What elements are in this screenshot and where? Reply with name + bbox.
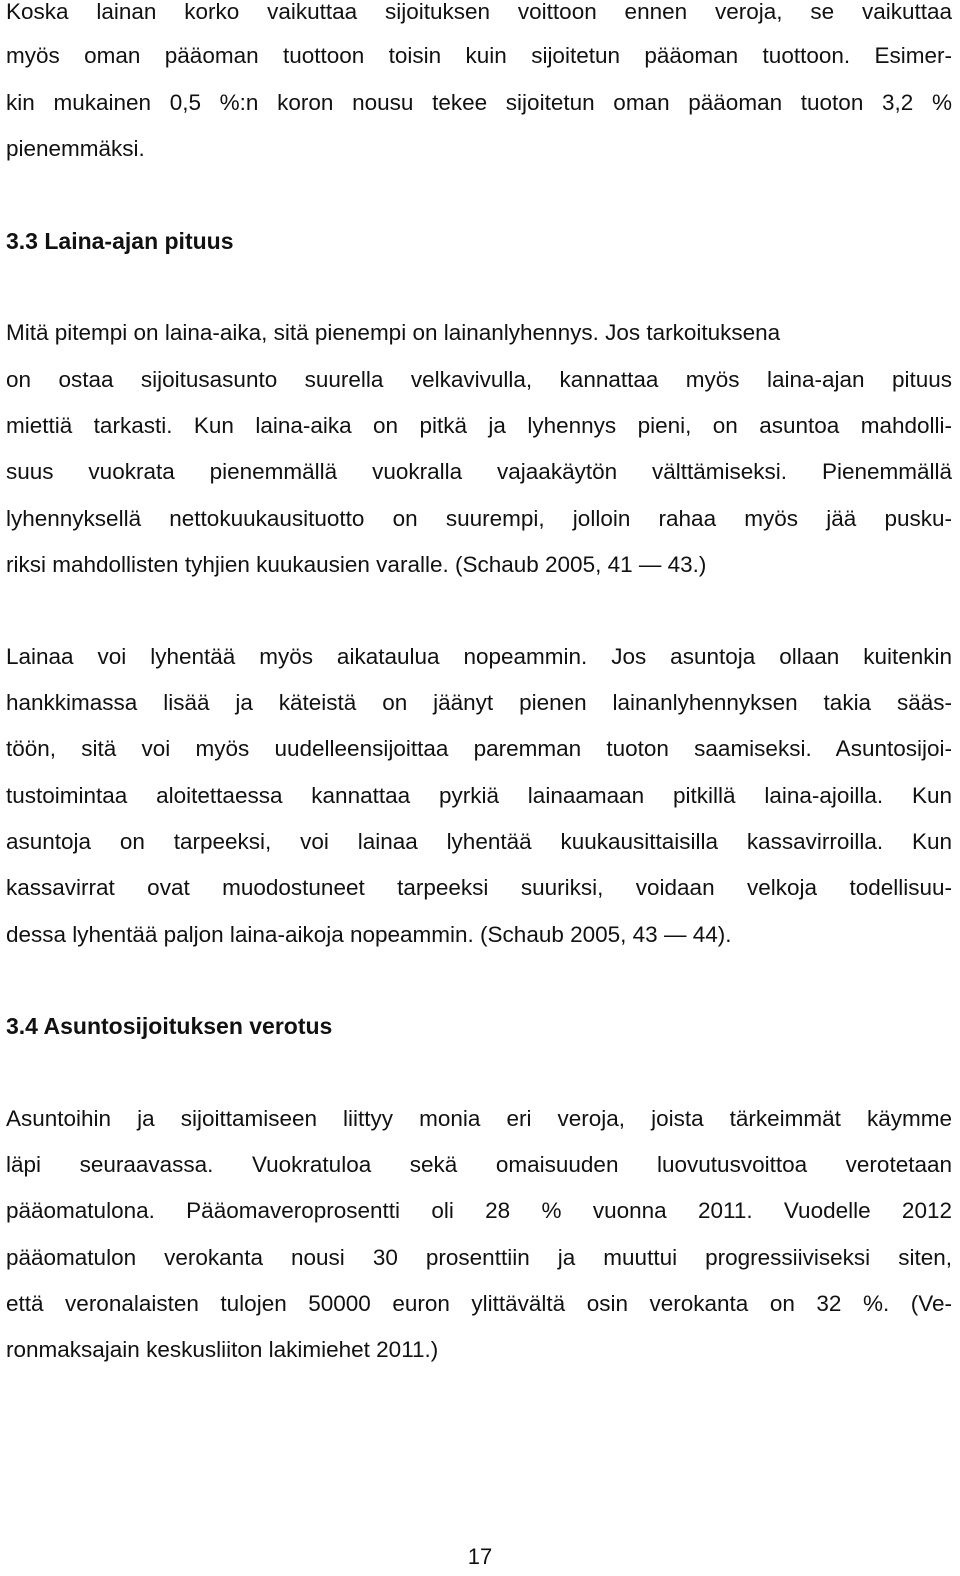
paragraph-3-line-1: Lainaa voi lyhentää myös aikataulua nopeammin. Jos asuntoja ollaan kuitenkin [6,644,952,669]
paragraph-2-line-6: riksi mahdollisten tyhjien kuukausien varalle. (Schaub 2005, 41 — 43.) [6,552,707,577]
paragraph-3-line-6: kassavirrat ovat muodostuneet tarpeeksi suuriksi, voidaan velkoja todellisuu- [6,875,952,900]
paragraph-4-line-5: että veronalaisten tulojen 50000 euron ylittävältä osin verokanta on 32 %. (Ve- [6,1291,952,1316]
paragraph-4-line-2: läpi seuraavassa. Vuokratuloa sekä omaisuuden luovutusvoittoa verotetaan [6,1152,952,1177]
paragraph-1-line-4: pienemmäksi. [6,136,145,161]
paragraph-3-line-3: töön, sitä voi myös uudelleensijoittaa paremman tuoton saamiseksi. Asuntosijoi- [6,736,952,761]
paragraph-2-line-2: on ostaa sijoitusasunto suurella velkavivulla, kannattaa myös laina-ajan pituus [6,367,952,392]
paragraph-2-line-4: suus vuokrata pienemmällä vuokralla vajaakäytön välttämiseksi. Pienemmällä [6,459,952,484]
paragraph-3-line-2: hankkimassa lisää ja käteistä on jäänyt pienen lainanlyhennyksen takia sääs- [6,690,952,715]
paragraph-1-line-3: kin mukainen 0,5 %:n koron nousu tekee sijoitetun oman pääoman tuoton 3,2 % [6,90,952,115]
paragraph-4-line-6: ronmaksajain keskusliiton lakimiehet 2011.) [6,1337,439,1362]
page-number: 17 [467,1544,493,1569]
paragraph-4-line-1: Asuntoihin ja sijoittamiseen liittyy monia eri veroja, joista tärkeimmät käymme [6,1106,952,1131]
section-heading-3-4: 3.4 Asuntosijoituksen verotus [6,1013,333,1039]
paragraph-3-line-4: tustoimintaa aloitettaessa kannattaa pyrkiä lainaamaan pitkillä laina-ajoilla. Kun [6,783,952,808]
paragraph-3-line-7: dessa lyhentää paljon laina-aikoja nopeammin. (Schaub 2005, 43 — 44). [6,922,732,947]
paragraph-4-line-3: pääomatulona. Pääomaveroprosentti oli 28 % vuonna 2011. Vuodelle 2012 [6,1198,952,1223]
paragraph-2-line-5: lyhennyksellä nettokuukausituotto on suurempi, jolloin rahaa myös jää pusku- [6,506,952,531]
section-heading-3-3: 3.3 Laina-ajan pituus [6,228,234,254]
paragraph-2-line-1: Mitä pitempi on laina-aika, sitä pienempi on lainanlyhennys. Jos tarkoituksena [6,320,781,345]
paragraph-1-line-1: Koska lainan korko vaikuttaa sijoituksen voittoon ennen veroja, se vaikuttaa [6,0,952,24]
paragraph-2-line-3: miettiä tarkasti. Kun laina-aika on pitkä ja lyhennys pieni, on asuntoa mahdolli- [6,413,952,438]
paragraph-1-line-2: myös oman pääoman tuottoon toisin kuin sijoitetun pääoman tuottoon. Esimer- [6,43,952,68]
paragraph-3-line-5: asuntoja on tarpeeksi, voi lainaa lyhentää kuukausittaisilla kassavirroilla. Kun [6,829,952,854]
paragraph-4-line-4: pääomatulon verokanta nousi 30 prosenttiin ja muuttui progressiiviseksi siten, [6,1245,952,1270]
